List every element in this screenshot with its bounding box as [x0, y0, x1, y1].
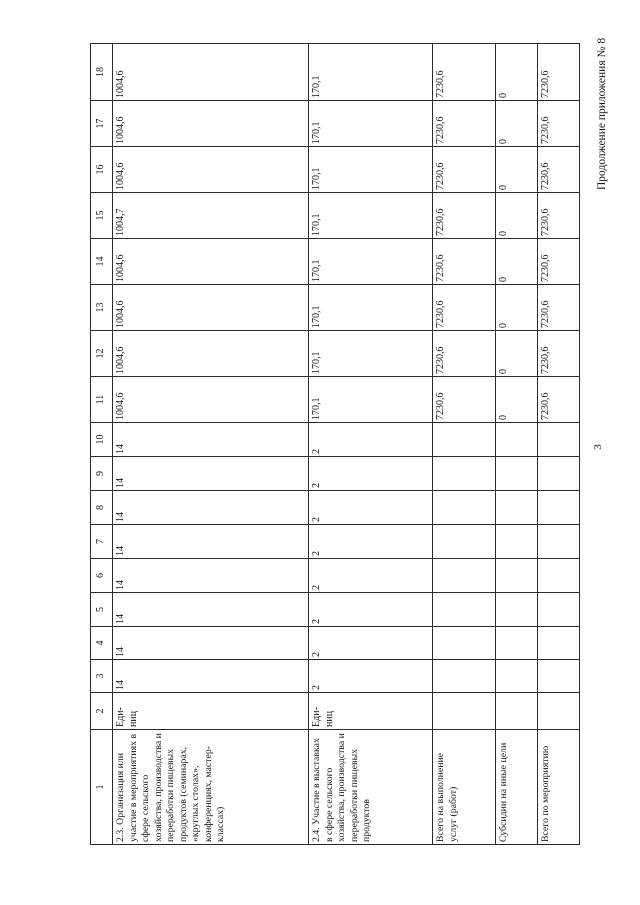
cell: [433, 593, 496, 627]
cell: 170,1: [309, 147, 433, 193]
column-number: 18: [91, 44, 113, 101]
column-number: 11: [91, 377, 113, 423]
row-name: Субсидии на иные цели: [496, 730, 538, 845]
cell: 1004,6: [113, 101, 309, 147]
cell: 0: [496, 331, 538, 377]
column-number: 8: [91, 491, 113, 525]
column-number: 10: [91, 423, 113, 457]
row-name: 2.4. Участие в выставках в сфере сельского хозяйства, производства и переработки пищевых продуктов: [309, 730, 433, 845]
cell: 2: [309, 627, 433, 660]
cell: [538, 525, 580, 559]
cell: [433, 559, 496, 593]
cell: [496, 559, 538, 593]
cell: [496, 593, 538, 627]
row-unit: [538, 693, 580, 730]
cell: 14: [113, 593, 309, 627]
cell: [538, 491, 580, 525]
column-number: 1: [91, 730, 113, 845]
cell: 7230,6: [433, 239, 496, 285]
cell: 2: [309, 491, 433, 525]
cell: [433, 627, 496, 660]
cell: [433, 457, 496, 491]
cell: [433, 423, 496, 457]
row-unit: [433, 693, 496, 730]
column-number: 7: [91, 525, 113, 559]
cell: [538, 457, 580, 491]
continuation-note: Продолжение приложения № 8: [596, 37, 608, 190]
cell: 170,1: [309, 239, 433, 285]
cell: 1004,6: [113, 331, 309, 377]
cell: 7230,6: [433, 101, 496, 147]
cell: 7230,6: [538, 193, 580, 239]
column-number: 3: [91, 660, 113, 693]
row-name: Всего на выполнение услуг (работ): [433, 730, 496, 845]
row-name: Всего по мероприятию: [538, 730, 580, 845]
cell: [433, 660, 496, 693]
column-number: 12: [91, 331, 113, 377]
cell: 1004,7: [113, 193, 309, 239]
cell: [496, 627, 538, 660]
cell: 0: [496, 44, 538, 101]
cell: 0: [496, 147, 538, 193]
cell: 2: [309, 423, 433, 457]
cell: [538, 627, 580, 660]
column-number: 9: [91, 457, 113, 491]
cell: [496, 423, 538, 457]
row-unit: [496, 693, 538, 730]
cell: 170,1: [309, 193, 433, 239]
cell: 7230,6: [433, 377, 496, 423]
cell: [496, 491, 538, 525]
column-number: 6: [91, 559, 113, 593]
column-number-row: [91, 44, 113, 845]
cell: 0: [496, 101, 538, 147]
cell: 170,1: [309, 44, 433, 101]
cell: 14: [113, 491, 309, 525]
cell: [496, 457, 538, 491]
cell: 2: [309, 660, 433, 693]
page-number: 3: [592, 444, 604, 450]
cell: 14: [113, 559, 309, 593]
column-number: 16: [91, 147, 113, 193]
cell: 170,1: [309, 331, 433, 377]
cell: 14: [113, 660, 309, 693]
column-number: 17: [91, 101, 113, 147]
cell: 2: [309, 525, 433, 559]
cell: 1004,6: [113, 285, 309, 331]
cell: [496, 660, 538, 693]
column-number: 5: [91, 593, 113, 627]
cell: [538, 423, 580, 457]
cell: [433, 491, 496, 525]
cell: 2: [309, 593, 433, 627]
column-number: 15: [91, 193, 113, 239]
cell: [433, 525, 496, 559]
cell: 7230,6: [433, 193, 496, 239]
cell: 14: [113, 423, 309, 457]
column-number: 13: [91, 285, 113, 331]
cell: [538, 660, 580, 693]
cell: 7230,6: [433, 331, 496, 377]
table-row: [538, 44, 580, 845]
cell: 7230,6: [538, 377, 580, 423]
cell: 1004,6: [113, 377, 309, 423]
cell: 170,1: [309, 377, 433, 423]
column-number: 2: [91, 693, 113, 730]
cell: 14: [113, 525, 309, 559]
cell: 14: [113, 627, 309, 660]
table-row: [309, 44, 433, 845]
cell: 7230,6: [433, 147, 496, 193]
cell: 7230,6: [538, 285, 580, 331]
cell: 170,1: [309, 101, 433, 147]
row-unit: Еди- ниц: [309, 693, 433, 730]
cell: 0: [496, 193, 538, 239]
cell: 7230,6: [538, 147, 580, 193]
column-number: 14: [91, 239, 113, 285]
table-row: [496, 44, 538, 845]
row-unit: Еди- ниц: [113, 693, 309, 730]
cell: 1004,6: [113, 44, 309, 101]
cell: 2: [309, 559, 433, 593]
cell: [496, 525, 538, 559]
cell: 0: [496, 285, 538, 331]
cell: 1004,6: [113, 147, 309, 193]
cell: 7230,6: [538, 331, 580, 377]
table-row: [113, 44, 309, 845]
cell: 7230,6: [538, 239, 580, 285]
cell: 1004,6: [113, 239, 309, 285]
row-name: 2.3. Организация или участие в мероприятиях в сфере сельского хозяйства, производства и переработки пищевых продуктов (семинарах, «круглых столах», конференциях, мастер-классах): [113, 730, 309, 845]
column-number: 4: [91, 627, 113, 660]
cell: 7230,6: [538, 44, 580, 101]
cell: 7230,6: [433, 285, 496, 331]
cell: 7230,6: [433, 44, 496, 101]
cell: [538, 593, 580, 627]
cell: 2: [309, 457, 433, 491]
table-row: [433, 44, 496, 845]
cell: 14: [113, 457, 309, 491]
cell: 170,1: [309, 285, 433, 331]
cell: 0: [496, 239, 538, 285]
budget-table: [90, 43, 580, 845]
cell: [538, 559, 580, 593]
cell: 0: [496, 377, 538, 423]
cell: 7230,6: [538, 101, 580, 147]
